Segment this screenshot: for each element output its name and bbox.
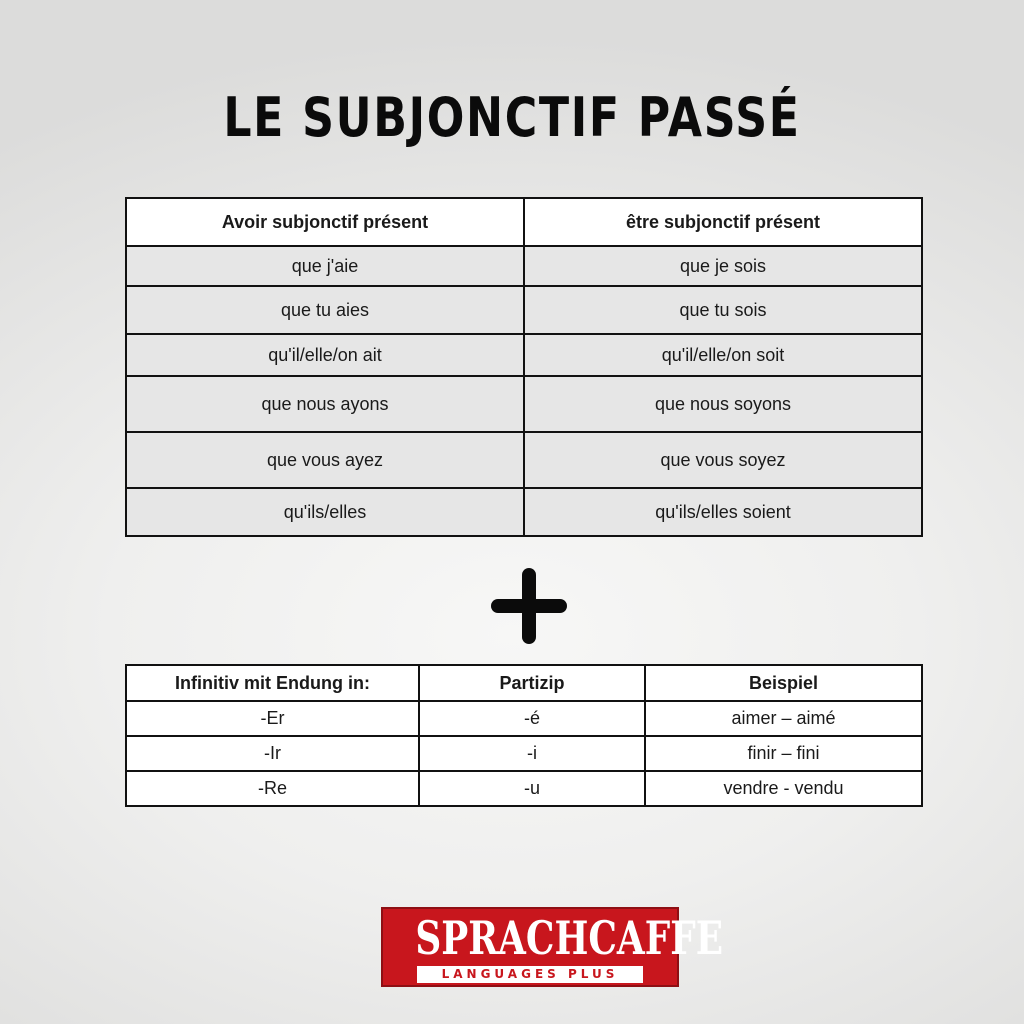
table-cell: qu'il/elle/on soit [524,334,922,376]
table-cell: que nous ayons [126,376,524,432]
table-cell: que j'aie [126,246,524,286]
sprachcaffe-logo [381,907,724,987]
plus-icon [491,568,567,644]
table-row [126,286,922,334]
table-row [126,334,922,376]
column-header-beispiel: Beispiel [645,665,922,701]
table-row [126,488,922,536]
logo-wordmark: SPRACHCAFFE [415,911,724,965]
page-title: LE SUBJONCTIF PASSÉ [223,86,801,149]
table-cell: -é [419,701,645,736]
table-cell: aimer – aimé [645,701,922,736]
table-cell: -Re [126,771,419,806]
table-cell: -Ir [126,736,419,771]
table-cell: finir – fini [645,736,922,771]
participle-table [125,664,923,807]
table-row [126,432,922,488]
table-cell: vendre - vendu [645,771,922,806]
table-cell: que vous ayez [126,432,524,488]
table-row [126,246,922,286]
table-header-row [126,198,922,246]
table-row [126,701,922,736]
column-header-etre: être subjonctif présent [524,198,922,246]
table-cell: -u [419,771,645,806]
table-cell: qu'ils/elles [126,488,524,536]
logo-tagline: LANGUAGES PLUS [417,966,643,983]
table-cell: -Er [126,701,419,736]
table-row [126,376,922,432]
column-header-avoir: Avoir subjonctif présent [126,198,524,246]
table-cell: qu'ils/elles soient [524,488,922,536]
table-cell: que vous soyez [524,432,922,488]
table-cell: que tu aies [126,286,524,334]
column-header-partizip: Partizip [419,665,645,701]
table-header-row [126,665,922,701]
table-cell: -i [419,736,645,771]
table-row [126,736,922,771]
table-cell: que nous soyons [524,376,922,432]
table-cell: que tu sois [524,286,922,334]
auxiliary-table [125,197,923,537]
column-header-infinitiv: Infinitiv mit Endung in: [126,665,419,701]
table-row [126,771,922,806]
table-cell: que je sois [524,246,922,286]
table-cell: qu'il/elle/on ait [126,334,524,376]
